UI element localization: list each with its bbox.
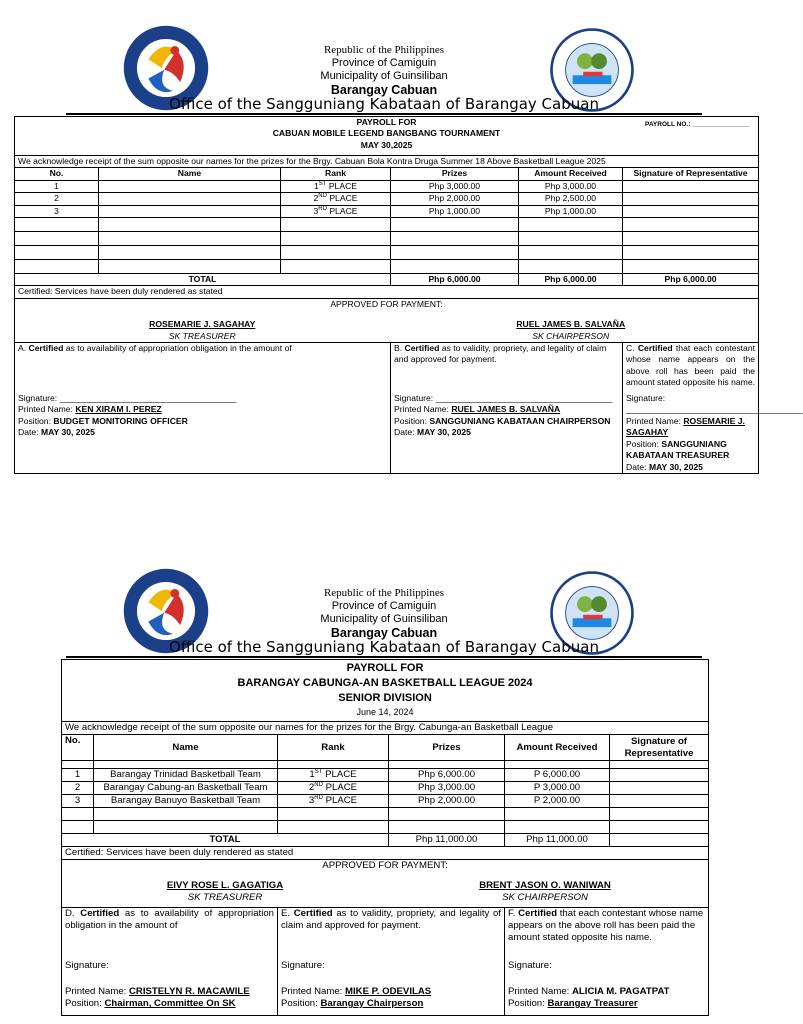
row-signature[interactable] bbox=[623, 180, 759, 192]
total-prizes: Php 11,000.00 bbox=[389, 834, 505, 847]
total-signature: Php 6,000.00 bbox=[623, 274, 759, 286]
payroll-table-1 bbox=[14, 116, 803, 474]
printed-name: CRISTELYN R. MACAWILE bbox=[129, 986, 250, 997]
chair-name: RUEL JAMES B. SALVAÑA bbox=[516, 319, 626, 330]
chair-title: SK CHAIRPERSON bbox=[502, 892, 588, 903]
row-prize: Php 6,000.00 bbox=[389, 769, 505, 782]
col-header-no: No. bbox=[62, 735, 94, 761]
event-date: June 14, 2024 bbox=[356, 707, 414, 717]
treasurer-title: SK TREASURER bbox=[168, 330, 236, 341]
row-prize: Php 3,000.00 bbox=[389, 782, 505, 795]
approved-label: APPROVED FOR PAYMENT: bbox=[330, 298, 443, 309]
signature-line[interactable]: Signature: _____________________________________ bbox=[18, 393, 237, 404]
col-header-prizes: Prizes bbox=[391, 168, 519, 180]
row-rank: 2ND PLACE bbox=[281, 193, 391, 205]
position: Barangay Chairperson bbox=[320, 998, 424, 1009]
province-line: Province of Camiguin bbox=[331, 600, 437, 612]
row-signature[interactable] bbox=[623, 193, 759, 205]
row-no: 2 bbox=[62, 782, 94, 795]
payroll-no-field[interactable]: PAYROLL NO.: ________________ bbox=[644, 121, 751, 128]
row-prize: Php 1,000.00 bbox=[391, 205, 519, 217]
payroll-document-2 bbox=[0, 543, 768, 1009]
row-name[interactable] bbox=[99, 193, 281, 205]
total-amount: Php 6,000.00 bbox=[519, 274, 623, 286]
empty-row bbox=[15, 218, 759, 232]
certified-services: Certified: Services have been duly rendered as stated bbox=[15, 286, 759, 298]
table-row bbox=[15, 180, 759, 192]
printed-name: ALICIA M. PAGATPAT bbox=[572, 986, 670, 997]
chair-name: BRENT JASON O. WANIWAN bbox=[479, 880, 611, 891]
row-rank: 1ST PLACE bbox=[281, 180, 391, 192]
row-name[interactable]: Barangay Banuyo Basketball Team bbox=[94, 795, 278, 808]
certification-b: B. Certified as to validity, propriety, and legality of claim and approved for payment. Signature: _____________________________________ Printed Name: RUEL JAMES B. SALVAÑA Position: SANGGUNIANG KABATAAN CHAIRPERSON Date: MAY 30, 2025 bbox=[391, 343, 623, 474]
row-prize: Php 2,000.00 bbox=[389, 795, 505, 808]
event-title: CABUAN MOBILE LEGEND BANGBANG TOURNAMENT bbox=[272, 128, 501, 139]
row-no: 1 bbox=[62, 769, 94, 782]
printed-name: KEN XIRAM I. PEREZ bbox=[75, 404, 162, 415]
col-header-rank: Rank bbox=[278, 735, 389, 761]
row-prize: Php 3,000.00 bbox=[391, 180, 519, 192]
empty-row bbox=[62, 821, 709, 834]
row-signature[interactable] bbox=[610, 769, 709, 782]
signature-line[interactable]: Signature: _____________________________________ bbox=[626, 393, 803, 415]
table-row bbox=[62, 769, 709, 782]
republic-line: Republic of the Philippines bbox=[323, 44, 445, 56]
barangay-line: Barangay Cabuan bbox=[330, 83, 438, 97]
col-header-name: Name bbox=[94, 735, 278, 761]
position: Barangay Treasurer bbox=[547, 998, 638, 1009]
empty-row bbox=[15, 232, 759, 246]
empty-row bbox=[15, 260, 759, 274]
table-row bbox=[62, 795, 709, 808]
position: Chairman, Committee On SK bbox=[104, 998, 236, 1009]
row-signature[interactable] bbox=[623, 205, 759, 217]
total-row bbox=[62, 834, 709, 847]
table-row bbox=[15, 193, 759, 205]
municipality-line: Municipality of Guinsiliban bbox=[320, 613, 448, 625]
header-rule bbox=[66, 656, 702, 658]
position: BUDGET MONITORING OFFICER bbox=[53, 415, 188, 426]
header-rule bbox=[66, 113, 702, 115]
col-header-no: No. bbox=[15, 168, 99, 180]
row-name[interactable] bbox=[99, 205, 281, 217]
row-amount: Php 2,500.00 bbox=[519, 193, 623, 205]
total-label: TOTAL bbox=[62, 834, 389, 847]
row-amount: Php 1,000.00 bbox=[519, 205, 623, 217]
payroll-for-label: PAYROLL FOR bbox=[356, 117, 417, 127]
row-name[interactable] bbox=[99, 180, 281, 192]
republic-line: Republic of the Philippines bbox=[323, 587, 445, 599]
letterhead bbox=[0, 543, 768, 659]
row-no: 3 bbox=[62, 795, 94, 808]
barangay-line: Barangay Cabuan bbox=[330, 626, 438, 640]
position: SANGGUNIANG KABATAAN CHAIRPERSON bbox=[429, 415, 611, 426]
col-header-rank: Rank bbox=[281, 168, 391, 180]
row-signature[interactable] bbox=[610, 795, 709, 808]
row-amount: P 3,000.00 bbox=[505, 782, 610, 795]
spacer-row bbox=[62, 761, 709, 769]
date: MAY 30, 2025 bbox=[648, 461, 703, 472]
col-header-signature: Signature of Representative bbox=[610, 735, 709, 761]
row-rank: 1ST PLACE bbox=[278, 769, 389, 782]
approved-label: APPROVED FOR PAYMENT: bbox=[322, 860, 448, 871]
row-prize: Php 2,000.00 bbox=[391, 193, 519, 205]
printed-name: RUEL JAMES B. SALVAÑA bbox=[451, 404, 561, 415]
total-row bbox=[15, 274, 759, 286]
letterhead bbox=[0, 0, 768, 116]
row-amount: P 2,000.00 bbox=[505, 795, 610, 808]
row-name[interactable]: Barangay Cabung-an Basketball Team bbox=[94, 782, 278, 795]
total-amount: Php 11,000.00 bbox=[505, 834, 610, 847]
signature-line[interactable]: Signature: bbox=[281, 960, 325, 971]
total-label: TOTAL bbox=[15, 274, 391, 286]
office-title: Office of the Sangguniang Kabataan of Barangay Cabuan bbox=[169, 638, 599, 656]
event-date: MAY 30,2025 bbox=[360, 139, 413, 150]
acknowledgement-text: We acknowledge receipt of the sum opposite our names for the prizes for the Brgy. Cabunga-an Basketball League bbox=[62, 722, 709, 735]
table-row bbox=[62, 782, 709, 795]
treasurer-name: ROSEMARIE J. SAGAHAY bbox=[149, 319, 256, 330]
printed-name: ROSEMARIE J. SAGAHAY bbox=[626, 415, 745, 438]
signature-line[interactable]: Signature: bbox=[508, 960, 552, 971]
empty-row bbox=[15, 246, 759, 260]
col-header-amount: Amount Received bbox=[519, 168, 623, 180]
treasurer-name: EIVY ROSE L. GAGATIGA bbox=[166, 880, 284, 891]
col-header-name: Name bbox=[99, 168, 281, 180]
row-no: 3 bbox=[15, 205, 99, 217]
row-rank: 2ND PLACE bbox=[278, 782, 389, 795]
col-header-prizes: Prizes bbox=[389, 735, 505, 761]
position: SANGGUNIANG KABATAAN TREASURER bbox=[626, 438, 730, 461]
certification-a: A. Certified as to availability of appropriation obligation in the amount of Signature: _____________________________________ Printed Name: KEN XIRAM I. PEREZ Position: BUDGET MONITORING OFFICER Date: MAY 30, 2025 bbox=[15, 343, 391, 474]
event-title: BARANGAY CABUNGA-AN BASKETBALL LEAGUE 2024 bbox=[237, 677, 533, 689]
row-amount: P 6,000.00 bbox=[505, 769, 610, 782]
date: MAY 30, 2025 bbox=[40, 427, 95, 438]
empty-row bbox=[62, 808, 709, 821]
signature-line[interactable]: Signature: bbox=[65, 960, 109, 971]
division-title: SENIOR DIVISION bbox=[338, 692, 432, 704]
payroll-for-label: PAYROLL FOR bbox=[346, 662, 424, 674]
col-header-signature: Signature of Representative bbox=[623, 168, 759, 180]
certification-e: E. Certified as to validity, propriety, and legality of claim and approved for payment. Signature: Printed Name: MIKE P. ODEVILAS Position: Barangay Chairperson bbox=[278, 908, 505, 1016]
certified-services: Certified: Services have been duly rendered as stated bbox=[62, 847, 709, 860]
col-header-amount: Amount Received bbox=[505, 735, 610, 761]
row-rank: 3RD PLACE bbox=[281, 205, 391, 217]
certification-c: C. Certified that each contestant whose name appears on the above roll has been paid the amount stated opposite his name. Signature: _____________________________________ Printed Name: ROSEMARIE J. SAGAHAY Position: SANGGUNIANG KABATAAN TREASURER Date: MAY 30, 2025 bbox=[623, 343, 759, 474]
acknowledgement-text: We acknowledge receipt of the sum opposite our names for the prizes for the Brgy. Cabuan Bola Kontra Druga Summer 18 Above Basketball League 2025 bbox=[15, 156, 759, 168]
row-no: 2 bbox=[15, 193, 99, 205]
certification-f: F. Certified that each contestant whose name appears on the above roll has been paid the amount stated opposite his name. Signature: Printed Name: ALICIA M. PAGATPAT Position: Barangay Treasurer bbox=[505, 908, 709, 1016]
chair-title: SK CHAIRPERSON bbox=[532, 330, 610, 341]
total-prizes: Php 6,000.00 bbox=[391, 274, 519, 286]
payroll-table-2 bbox=[61, 659, 709, 1016]
municipality-line: Municipality of Guinsiliban bbox=[320, 70, 448, 82]
certification-d: D. Certified as to availability of appropriation obligation in the amount of Signature: Printed Name: CRISTELYN R. MACAWILE Position: Chairman, Committee On SK bbox=[62, 908, 278, 1016]
row-name[interactable]: Barangay Trinidad Basketball Team bbox=[94, 769, 278, 782]
row-rank: 3RD PLACE bbox=[278, 795, 389, 808]
date: MAY 30, 2025 bbox=[416, 427, 471, 438]
row-signature[interactable] bbox=[610, 782, 709, 795]
printed-name: MIKE P. ODEVILAS bbox=[345, 986, 432, 997]
province-line: Province of Camiguin bbox=[331, 57, 437, 69]
row-amount: Php 3,000.00 bbox=[519, 180, 623, 192]
office-title: Office of the Sangguniang Kabataan of Barangay Cabuan bbox=[169, 95, 599, 113]
payroll-document-1 bbox=[0, 0, 803, 472]
row-no: 1 bbox=[15, 180, 99, 192]
signature-line[interactable]: Signature: _____________________________________ bbox=[394, 393, 613, 404]
table-row bbox=[15, 205, 759, 217]
treasurer-title: SK TREASURER bbox=[187, 892, 263, 903]
